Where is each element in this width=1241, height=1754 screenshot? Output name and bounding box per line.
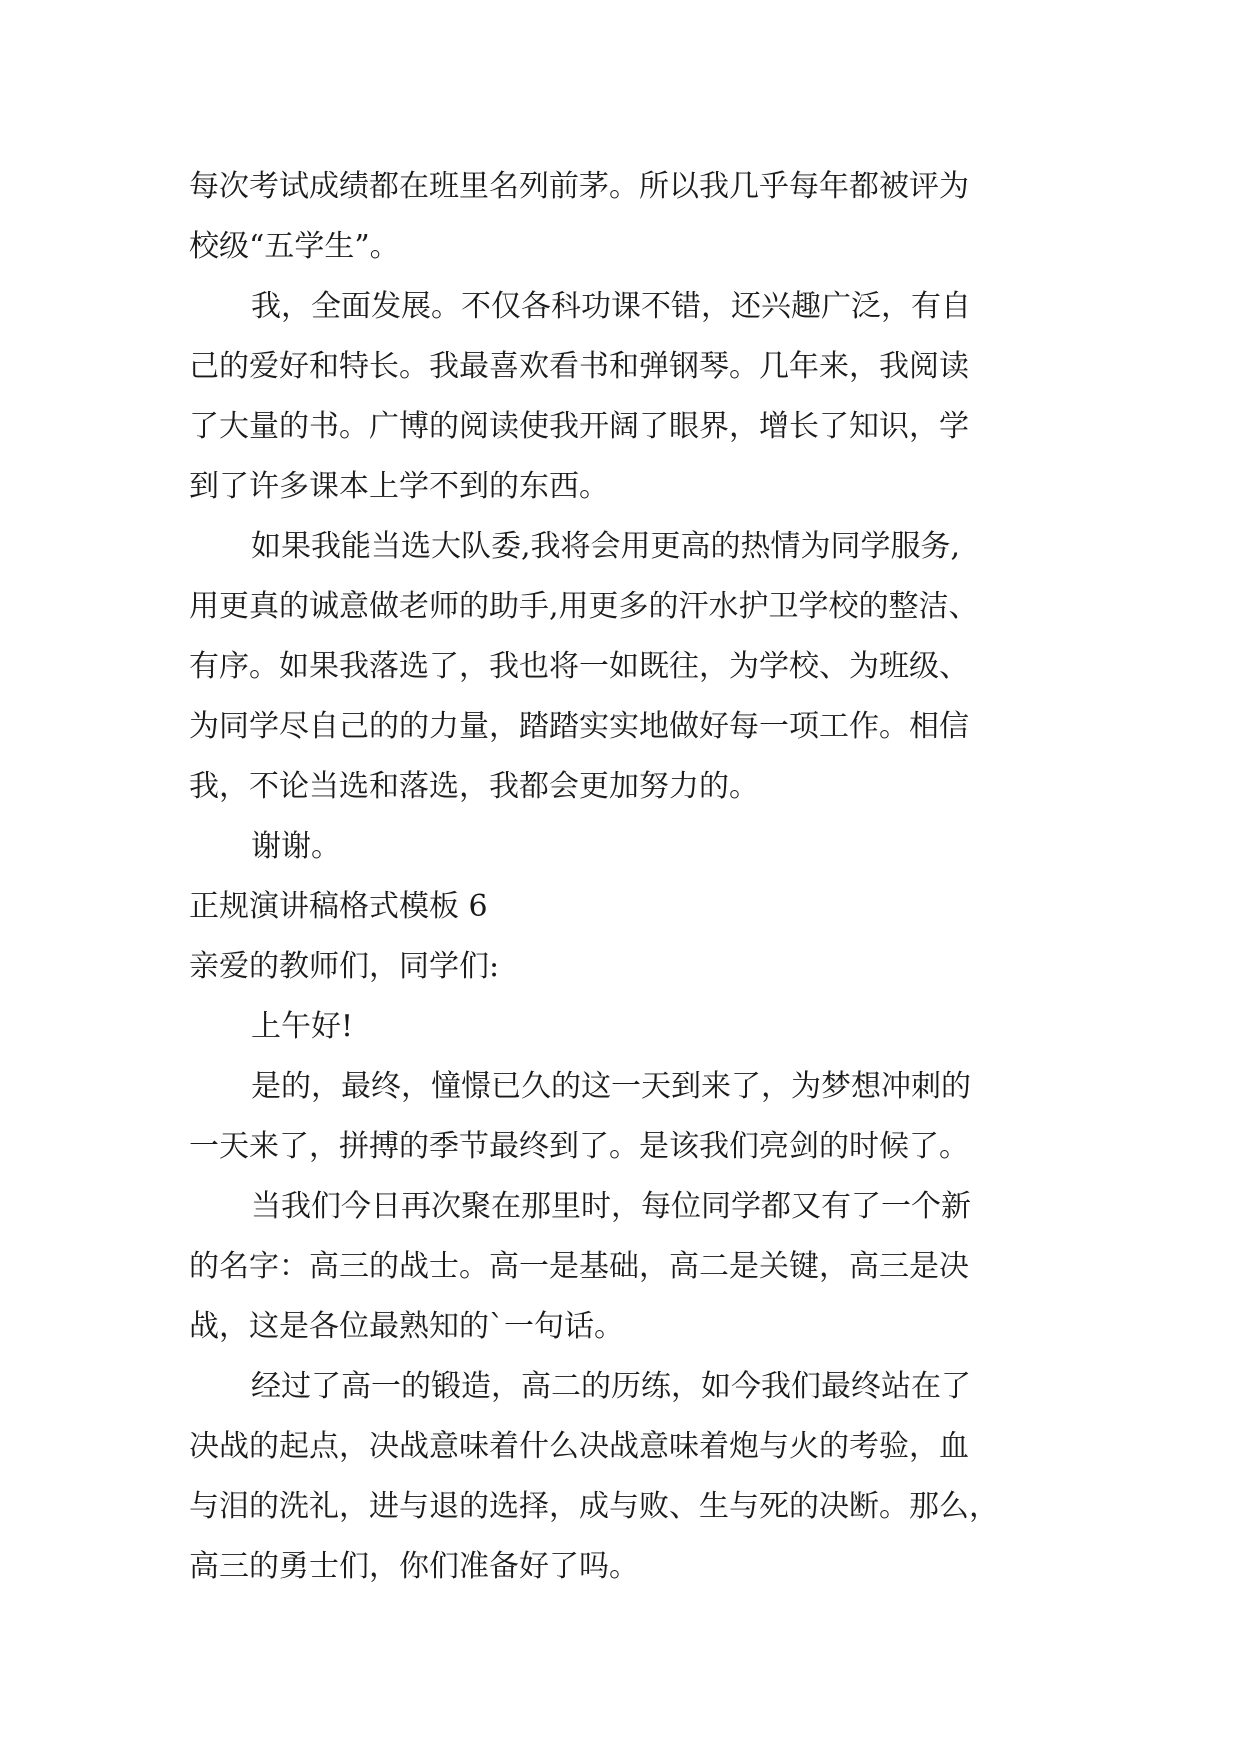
text-line: 决战的起点，决战意味着什么决战意味着炮与火的考验，血 — [189, 1429, 969, 1464]
document-body — [189, 157, 1089, 1597]
text-line: 高三的勇士们，你们准备好了吗。 — [189, 1549, 639, 1584]
text-line: 我，不论当选和落选，我都会更加努力的。 — [189, 769, 759, 804]
text-line: 当我们今日再次聚在那里时，每位同学都又有了一个新 — [251, 1189, 971, 1224]
text-line: 经过了高一的锻造，高二的历练，如今我们最终站在了 — [251, 1369, 971, 1404]
text-line: 的名字：高三的战士。高一是基础，高二是关键，高三是决 — [189, 1249, 969, 1284]
text-line: 上午好! — [251, 1009, 354, 1044]
text-line: 每次考试成绩都在班里名列前茅。所以我几乎每年都被评为 — [189, 169, 969, 204]
text-line: 为同学尽自己的的力量，踏踏实实地做好每一项工作。相信 — [189, 709, 969, 744]
text-line: 校级“五学生”。 — [189, 229, 400, 264]
text-line: 与泪的洗礼，进与退的选择，成与败、生与死的决断。那么， — [189, 1489, 999, 1524]
text-line: 我，全面发展。不仅各科功课不错，还兴趣广泛，有自 — [251, 289, 971, 324]
text-line: 如果我能当选大队委,我将会用更高的热情为同学服务, — [251, 529, 961, 564]
text-line: 用更真的诚意做老师的助手,用更多的汗水护卫学校的整洁、 — [189, 589, 979, 624]
text-line: 有序。如果我落选了，我也将一如既往，为学校、为班级、 — [189, 649, 969, 684]
text-line: 到了许多课本上学不到的东西。 — [189, 469, 609, 504]
text-line: 战，这是各位最熟知的`一句话。 — [189, 1309, 624, 1344]
text-line: 谢谢。 — [251, 829, 341, 864]
text-line: 是的，最终，憧憬已久的这一天到来了，为梦想冲刺的 — [251, 1069, 971, 1104]
text-line: 一天来了，拼搏的季节最终到了。是该我们亮剑的时候了。 — [189, 1129, 969, 1164]
text-line: 己的爱好和特长。我最喜欢看书和弹钢琴。几年来，我阅读 — [189, 349, 969, 384]
section-heading: 正规演讲稿格式模板 6 — [189, 889, 488, 924]
text-line: 了大量的书。广博的阅读使我开阔了眼界，增长了知识，学 — [189, 409, 969, 444]
salutation: 亲爱的教师们，同学们: — [189, 949, 500, 984]
